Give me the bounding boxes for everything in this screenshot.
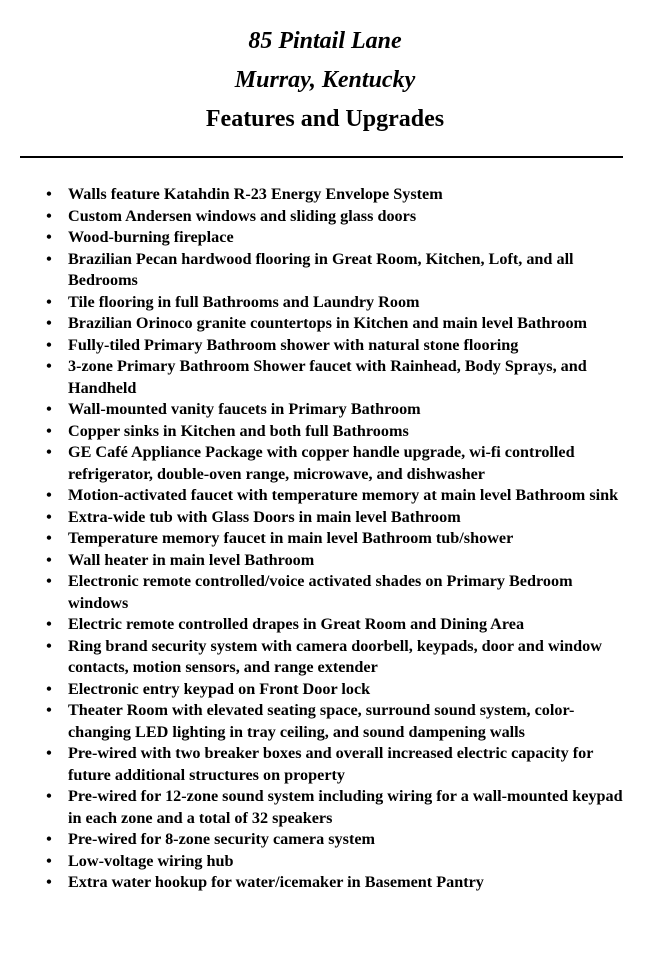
feature-item [0, 249, 650, 292]
bullet-icon: • [46, 228, 52, 246]
feature-item [0, 507, 650, 529]
feature-item [0, 636, 650, 679]
feature-text: Fully-tiled Primary Bathroom shower with natural stone flooring [68, 335, 519, 354]
feature-item [0, 485, 650, 507]
feature-item [0, 851, 650, 873]
feature-text: Electric remote controlled drapes in Great Room and Dining Area [68, 615, 525, 633]
bullet-icon: • [46, 486, 52, 504]
bullet-icon: • [46, 701, 52, 719]
feature-text: Temperature memory faucet in main level Bathroom tub/shower [68, 529, 514, 547]
feature-item [0, 679, 650, 701]
feature-item [0, 421, 650, 443]
feature-text: Pre-wired with two breaker boxes and overall increased electric capacity for future additional structures on property [68, 744, 594, 784]
feature-text: Pre-wired for 12-zone sound system including wiring for a wall-mounted keypad in each zone and a total of 32 speakers [68, 787, 623, 827]
bullet-icon: • [46, 249, 52, 268]
feature-text: Wood-burning fireplace [68, 228, 234, 246]
property-city: Murray, Kentucky [234, 67, 416, 93]
bullet-icon: • [46, 851, 52, 870]
bullet-icon: • [46, 615, 52, 633]
bullet-icon: • [46, 357, 52, 375]
bullet-icon: • [46, 636, 52, 655]
feature-text: Ring brand security system with camera doorbell, keypads, door and window contacts, motion sensors, and range extender [68, 636, 602, 676]
feature-item [0, 227, 650, 249]
bullet-icon: • [46, 787, 52, 805]
bullet-icon: • [46, 550, 52, 569]
feature-item [0, 442, 650, 485]
feature-text: Electronic entry keypad on Front Door lock [68, 679, 371, 698]
horizontal-divider [20, 156, 623, 158]
feature-item [0, 356, 650, 399]
feature-item [0, 743, 650, 786]
document-subtitle: Features and Upgrades [205, 106, 445, 132]
feature-text: Low-voltage wiring hub [68, 851, 234, 870]
feature-item [0, 528, 650, 550]
feature-text: Brazilian Pecan hardwood flooring in Great Room, Kitchen, Loft, and all Bedrooms [68, 249, 574, 289]
bullet-icon: • [46, 507, 52, 526]
feature-item [0, 206, 650, 228]
bullet-icon: • [46, 443, 52, 461]
property-address: 85 Pintail Lane [248, 28, 402, 54]
feature-text: GE Café Appliance Package with copper handle upgrade, wi-fi controlled refrigerator, double-oven range, microwave, and dishwasher [68, 443, 575, 483]
feature-text: Tile flooring in full Bathrooms and Laundry Room [68, 292, 420, 311]
feature-text: Extra-wide tub with Glass Doors in main level Bathroom [68, 507, 461, 526]
bullet-icon: • [46, 679, 52, 698]
feature-item [0, 313, 650, 335]
feature-item [0, 335, 650, 357]
feature-text: Extra water hookup for water/icemaker in Basement Pantry [68, 873, 484, 891]
feature-item [0, 571, 650, 614]
feature-text: Wall heater in main level Bathroom [68, 550, 315, 569]
title-block [0, 0, 650, 139]
feature-item [0, 399, 650, 421]
feature-item [0, 184, 650, 206]
bullet-icon: • [46, 206, 52, 225]
bullet-icon: • [46, 185, 52, 203]
feature-item [0, 550, 650, 572]
bullet-icon: • [46, 572, 52, 590]
bullet-icon: • [46, 873, 52, 891]
feature-text: Pre-wired for 8-zone security camera system [68, 830, 376, 848]
feature-text: Copper sinks in Kitchen and both full Bathrooms [68, 421, 409, 440]
feature-text: Wall-mounted vanity faucets in Primary Bathroom [68, 400, 421, 418]
bullet-icon: • [46, 314, 52, 332]
feature-text: Electronic remote controlled/voice activated shades on Primary Bedroom windows [68, 572, 573, 612]
feature-text: Walls feature Katahdin R-23 Energy Envelope System [68, 185, 443, 203]
feature-text: Theater Room with elevated seating space, surround sound system, color-changing LED lighting in tray ceiling, and sound dampening walls [68, 701, 575, 741]
feature-item [0, 872, 650, 894]
feature-item [0, 614, 650, 636]
bullet-icon: • [46, 400, 52, 418]
feature-item [0, 786, 650, 829]
bullet-icon: • [46, 335, 52, 354]
feature-item [0, 292, 650, 314]
bullet-icon: • [46, 292, 52, 311]
feature-text: Brazilian Orinoco granite countertops in Kitchen and main level Bathroom [68, 314, 588, 332]
bullet-icon: • [46, 421, 52, 440]
features-list [0, 184, 650, 894]
feature-text: Custom Andersen windows and sliding glass doors [68, 206, 417, 225]
bullet-icon: • [46, 744, 52, 762]
feature-item [0, 700, 650, 743]
feature-text: 3-zone Primary Bathroom Shower faucet with Rainhead, Body Sprays, and Handheld [68, 357, 587, 397]
feature-item [0, 829, 650, 851]
bullet-icon: • [46, 830, 52, 848]
bullet-icon: • [46, 529, 52, 547]
feature-text: Motion-activated faucet with temperature memory at main level Bathroom sink [68, 486, 619, 504]
